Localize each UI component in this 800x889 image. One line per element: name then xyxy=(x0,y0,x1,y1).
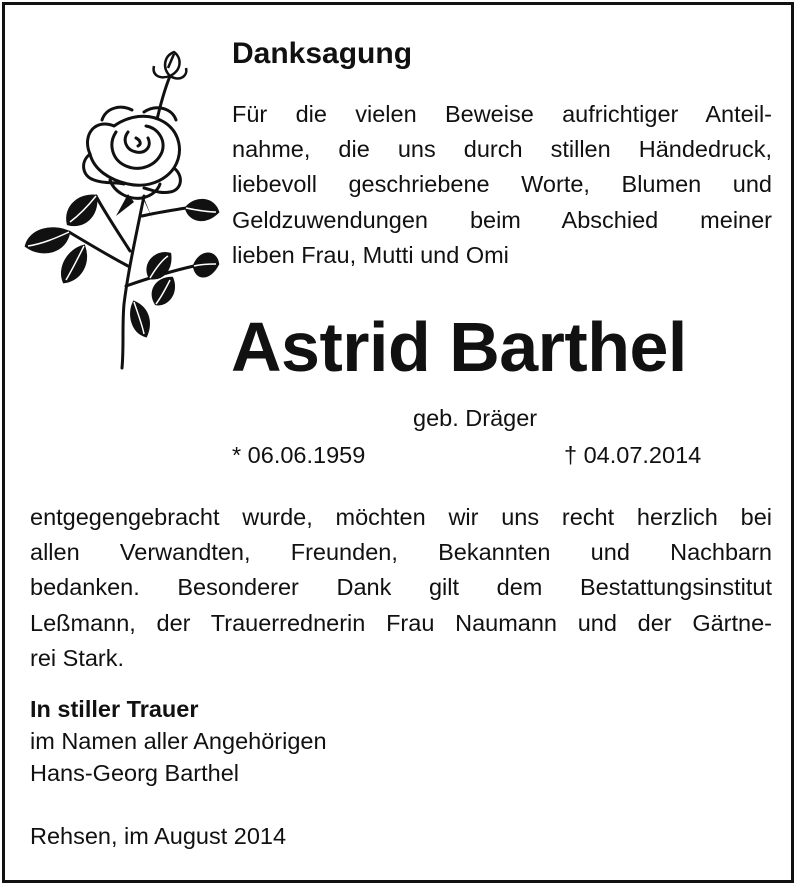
intro-line: liebevoll geschriebene Worte, Blumen und xyxy=(232,171,772,198)
intro-line: Für die vielen Beweise aufrichtiger Anteil- xyxy=(232,101,772,127)
thanks-line: allen Verwandten, Freunden, Bekannten und Nachbarn xyxy=(30,539,772,566)
thanks-text xyxy=(30,500,772,676)
rose-icon xyxy=(24,46,220,372)
intro-line: Geldzuwendungen beim Abschied meiner xyxy=(232,206,772,233)
mourning-signature: Hans-Georg Barthel xyxy=(30,760,239,786)
deceased-name: Astrid Barthel xyxy=(231,308,687,386)
notice-heading: Danksagung xyxy=(232,37,413,70)
mourning-heading: In stiller Trauer xyxy=(30,696,199,722)
birth-date: * 06.06.1959 xyxy=(232,442,366,468)
maiden-name: geb. Dräger xyxy=(413,405,538,431)
mourning-line: im Namen aller Angehörigen xyxy=(30,728,327,754)
thanks-line: Leßmann, der Trauerrednerin Frau Naumann und der Gärtne- xyxy=(30,609,772,636)
intro-line: lieben Frau, Mutti und Omi xyxy=(232,241,509,268)
thanks-line: entgegengebracht wurde, möchten wir uns recht herzlich bei xyxy=(30,504,772,530)
mourning-block xyxy=(30,693,327,789)
place-date: Rehsen, im August 2014 xyxy=(30,823,287,849)
thanks-line: bedanken. Besonderer Dank gilt dem Bestattungsinstitut xyxy=(30,574,772,601)
thanks-line: rei Stark. xyxy=(30,644,125,671)
intro-text xyxy=(232,97,772,273)
intro-line: nahme, die uns durch stillen Händedruck, xyxy=(232,136,772,163)
death-date: † 04.07.2014 xyxy=(564,442,702,468)
